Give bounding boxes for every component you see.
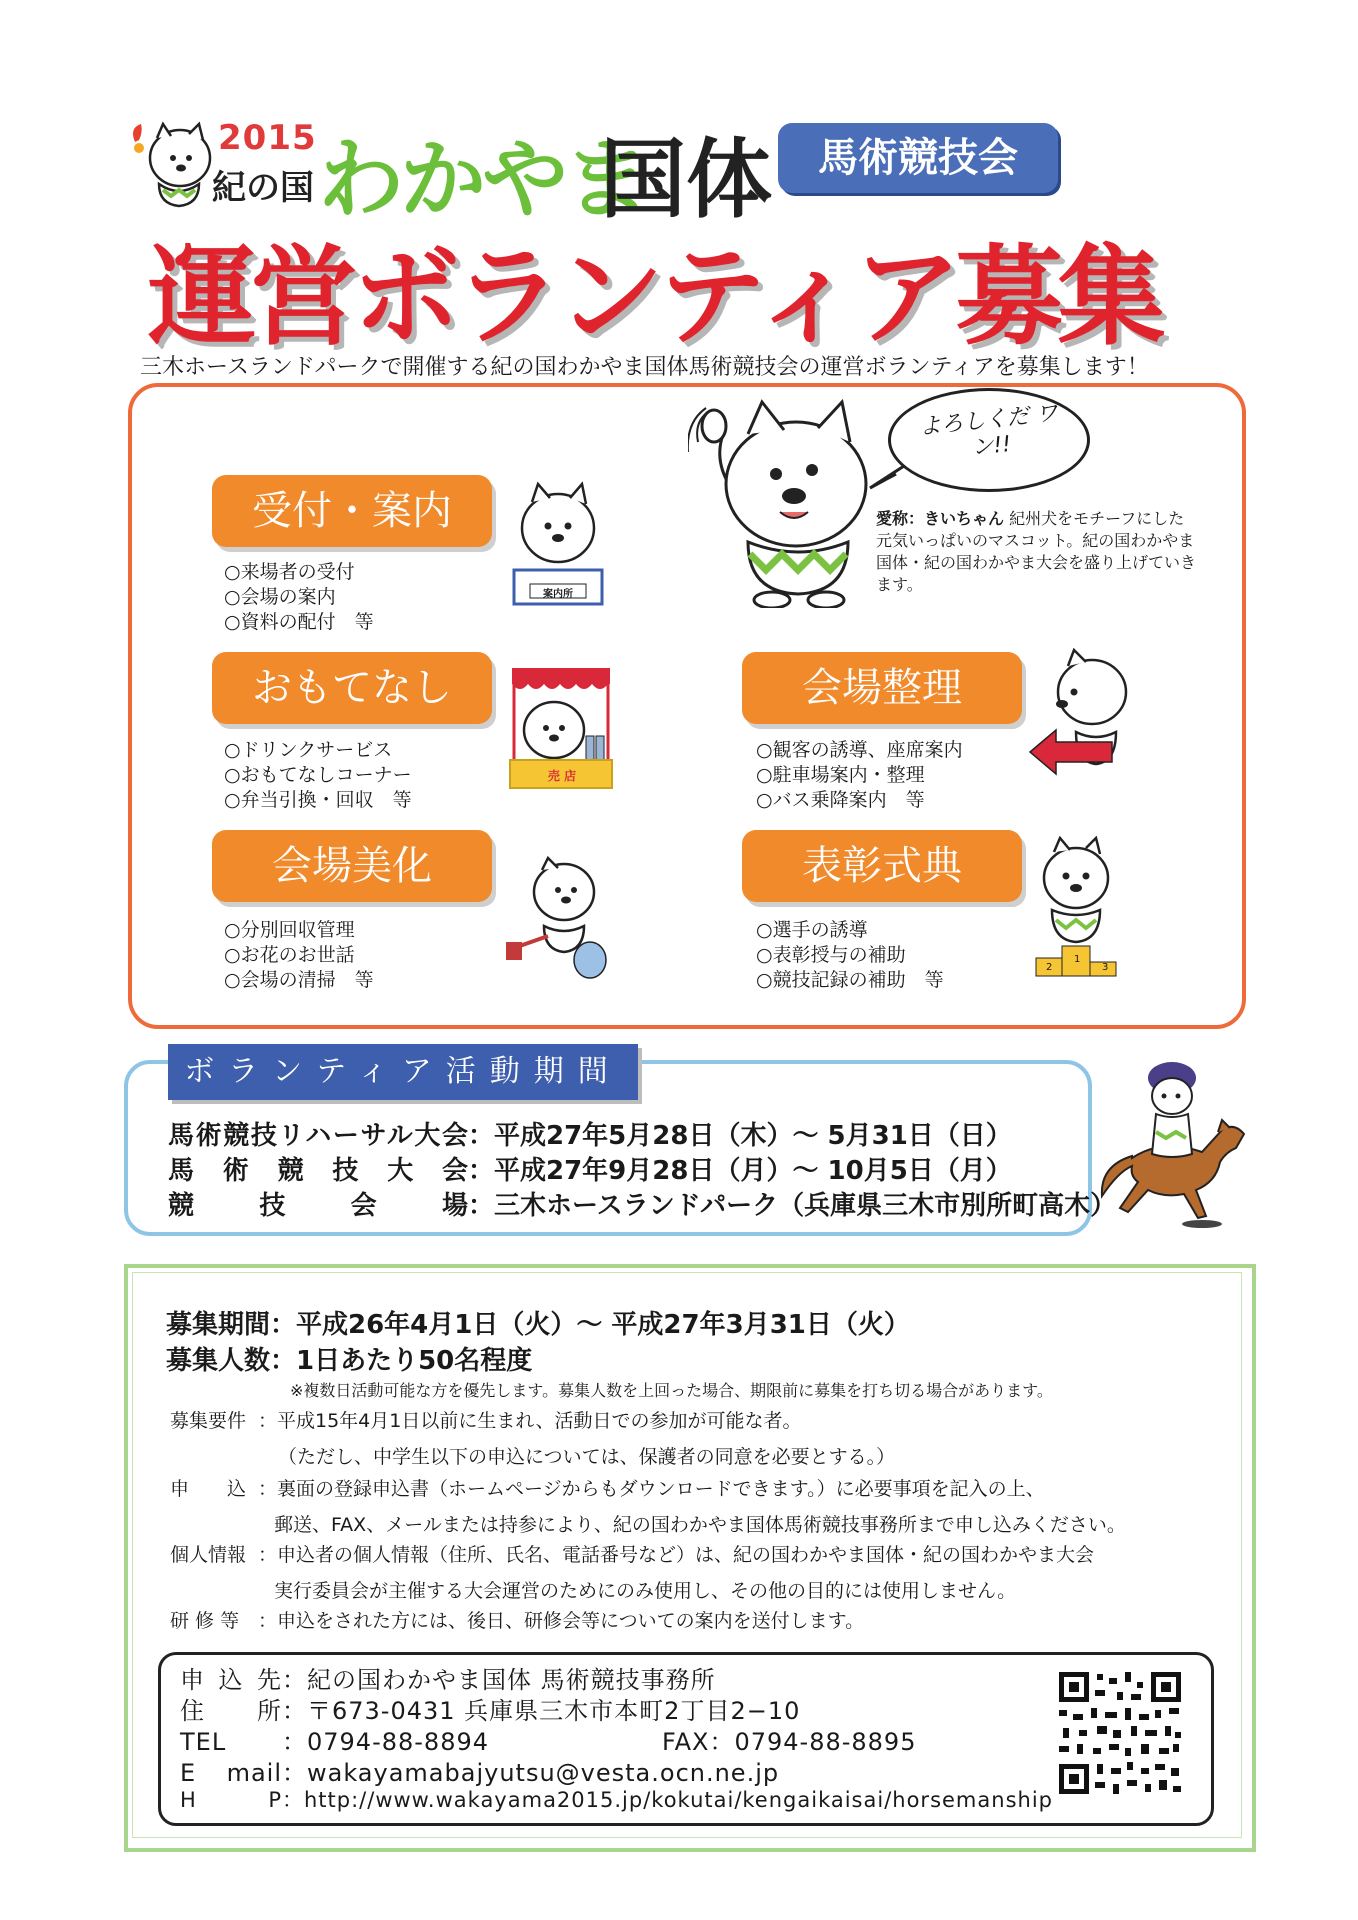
contact-tel: [180, 1722, 489, 1757]
mascot-cleaning-icon: [502, 856, 612, 984]
list-item: ○資料の配付 等: [224, 611, 374, 633]
category-guidance-title: 会場整理: [742, 652, 1022, 724]
speech-tail-icon: [868, 462, 908, 492]
mascot-desc-text: 紀州犬をモチーフにした元気いっぱいのマスコット。紀の国わかやま国体・紀の国わかやま大会を盛り上げていきます。: [876, 509, 1197, 594]
list-item: ○分別回収管理: [224, 919, 355, 941]
wakayama-logo-text: わかやま: [318, 130, 646, 230]
period-value: ：平成27年9月28日（月）～ 10月5日（月）: [468, 1156, 1012, 1186]
req-row-application: [170, 1474, 1126, 1537]
speech-text: よろしくだ ワン!!: [918, 400, 1060, 461]
period-row-venue: [168, 1185, 1116, 1222]
contact-label: 申込先: [180, 1666, 282, 1694]
category-cleaning-list: [224, 918, 374, 993]
contact-fax: FAX：0794-88-8895: [662, 1728, 917, 1756]
list-item: ○会場の清掃 等: [224, 969, 374, 991]
period-label: 馬術競技リハーサル大会: [168, 1121, 468, 1151]
period-row-main: [168, 1150, 1012, 1187]
req-line: 実行委員会が主催する大会運営のためにのみ使用し、その他の目的には使用しません。: [274, 1580, 1017, 1602]
req-label: 申 込: [170, 1478, 247, 1500]
contact-to: [180, 1660, 716, 1695]
req-line: 郵送、FAX、メールまたは持参により、紀の国わかやま国体馬術競技事務所まで申し込みください。: [274, 1514, 1126, 1536]
req-line: （ただし、中学生以下の申込については、保護者の同意を必要とする。）: [278, 1446, 896, 1468]
list-item: ○おもてなしコーナー: [224, 764, 412, 786]
category-reception-list: [224, 560, 374, 635]
contact-value: ：紀の国わかやま国体 馬術競技事務所: [282, 1666, 716, 1694]
category-cleaning-title: 会場美化: [212, 830, 492, 902]
horse-rider-icon: [1092, 1062, 1252, 1232]
category-hospitality-list: [224, 738, 412, 813]
contact-address: [180, 1691, 800, 1726]
list-item: ○表彰授与の補助: [756, 944, 906, 966]
desk-sign: 案内所: [543, 589, 573, 600]
page-title: 運営ボランティア募集: [148, 235, 1160, 360]
list-item: ○弁当引換・回収 等: [224, 789, 412, 811]
list-item: ○駐車場案内・整理: [756, 764, 925, 786]
list-item: ○会場の案内: [224, 586, 336, 608]
req-row-training: [170, 1606, 864, 1633]
event-badge: 馬術競技会: [778, 123, 1058, 193]
contact-label: TEL: [180, 1728, 227, 1756]
list-item: ○競技記録の補助 等: [756, 969, 944, 991]
category-ceremony-title: 表彰式典: [742, 830, 1022, 902]
req-label: 個人情報: [170, 1544, 247, 1566]
period-value: ：三木ホースランドパーク（兵庫県三木市別所町高木）: [468, 1191, 1117, 1221]
req-row-privacy: [170, 1540, 1094, 1603]
period-value: ：平成27年5月28日（木）～ 5月31日（日）: [468, 1121, 1012, 1151]
mascot-arrow-icon: [1028, 648, 1138, 784]
intro-text: 三木ホースランドパークで開催する紀の国わかやま国体馬術競技会の運営ボランティアを募集します！: [140, 355, 1149, 380]
contact-value: ：〒673-0431 兵庫県三木市本町2丁目2−10: [282, 1697, 801, 1725]
req-label: 募集要件: [170, 1410, 247, 1432]
qr-code-icon[interactable]: [1055, 1668, 1185, 1798]
req-line: ：裏面の登録申込書（ホームページからもダウンロードできます。）に必要事項を記入の上、: [258, 1478, 1045, 1500]
req-line: ：申込者の個人情報（住所、氏名、電話番号など）は、紀の国わかやま国体・紀の国わかやま大会: [258, 1544, 1095, 1566]
podium-3: 3: [1102, 962, 1109, 973]
recruit-note: ※複数日活動可能な方を優先します。募集人数を上回った場合、期限前に募集を打ち切る場合があります。: [290, 1381, 1053, 1400]
mascot-name: 愛称：きいちゃん: [876, 509, 1005, 528]
list-item: ○お花のお世話: [224, 944, 355, 966]
contact-value: ：0794-88-8894: [282, 1728, 490, 1756]
kinokuni-text: 紀の国: [212, 168, 314, 208]
podium-1: 1: [1074, 954, 1081, 965]
contact-hp-link[interactable]: ：http://www.wakayama2015.jp/kokutai/kengaikaisai/horsemanship: [282, 1788, 1053, 1812]
period-label: 馬術競技大会: [168, 1156, 468, 1186]
req-line: ：平成15年4月1日以前に生まれ、活動日での参加が可能な者。: [258, 1410, 802, 1432]
req-line: ：申込をされた方には、後日、研修会等についての案内を送付します。: [258, 1610, 865, 1632]
podium-2: 2: [1046, 962, 1053, 973]
req-label: 研 修 等: [170, 1610, 240, 1632]
category-reception-title: 受付・案内: [212, 475, 492, 547]
list-item: ○選手の誘導: [756, 919, 868, 941]
contact-hp: [180, 1784, 1053, 1814]
period-row-rehearsal: [168, 1115, 1012, 1152]
mascot-logo-icon: [125, 120, 225, 210]
kokutai-logo-text: 国体: [600, 130, 772, 230]
recruit-count: 募集人数：1日あたり50名程度: [166, 1346, 533, 1376]
category-ceremony-list: [756, 918, 944, 993]
activity-period-tab: ボランティア活動期間: [168, 1044, 638, 1100]
contact-label: E mail: [180, 1759, 282, 1787]
event-year: 2015: [218, 118, 317, 158]
list-item: ○来場者の受付: [224, 561, 355, 583]
category-hospitality-title: おもてなし: [212, 652, 492, 724]
contact-email: [180, 1753, 779, 1788]
list-item: ○ドリンクサービス: [224, 739, 393, 761]
category-guidance-list: [756, 738, 963, 813]
contact-label: H P: [180, 1788, 282, 1812]
stall-sign: 売 店: [547, 769, 577, 783]
list-item: ○バス乗降案内 等: [756, 789, 925, 811]
list-item: ○観客の誘導、座席案内: [756, 739, 963, 761]
period-label: 競技会場: [168, 1191, 468, 1221]
mascot-waving-icon: [688, 392, 888, 608]
req-row-eligibility: [170, 1406, 895, 1469]
contact-email-value[interactable]: ：wakayamabajyutsu@vesta.ocn.ne.jp: [282, 1759, 780, 1787]
mascot-description: [876, 508, 1196, 596]
contact-label: 住所: [180, 1697, 282, 1725]
recruit-period: 募集期間：平成26年4月1日（火）～ 平成27年3月31日（火）: [166, 1310, 910, 1340]
